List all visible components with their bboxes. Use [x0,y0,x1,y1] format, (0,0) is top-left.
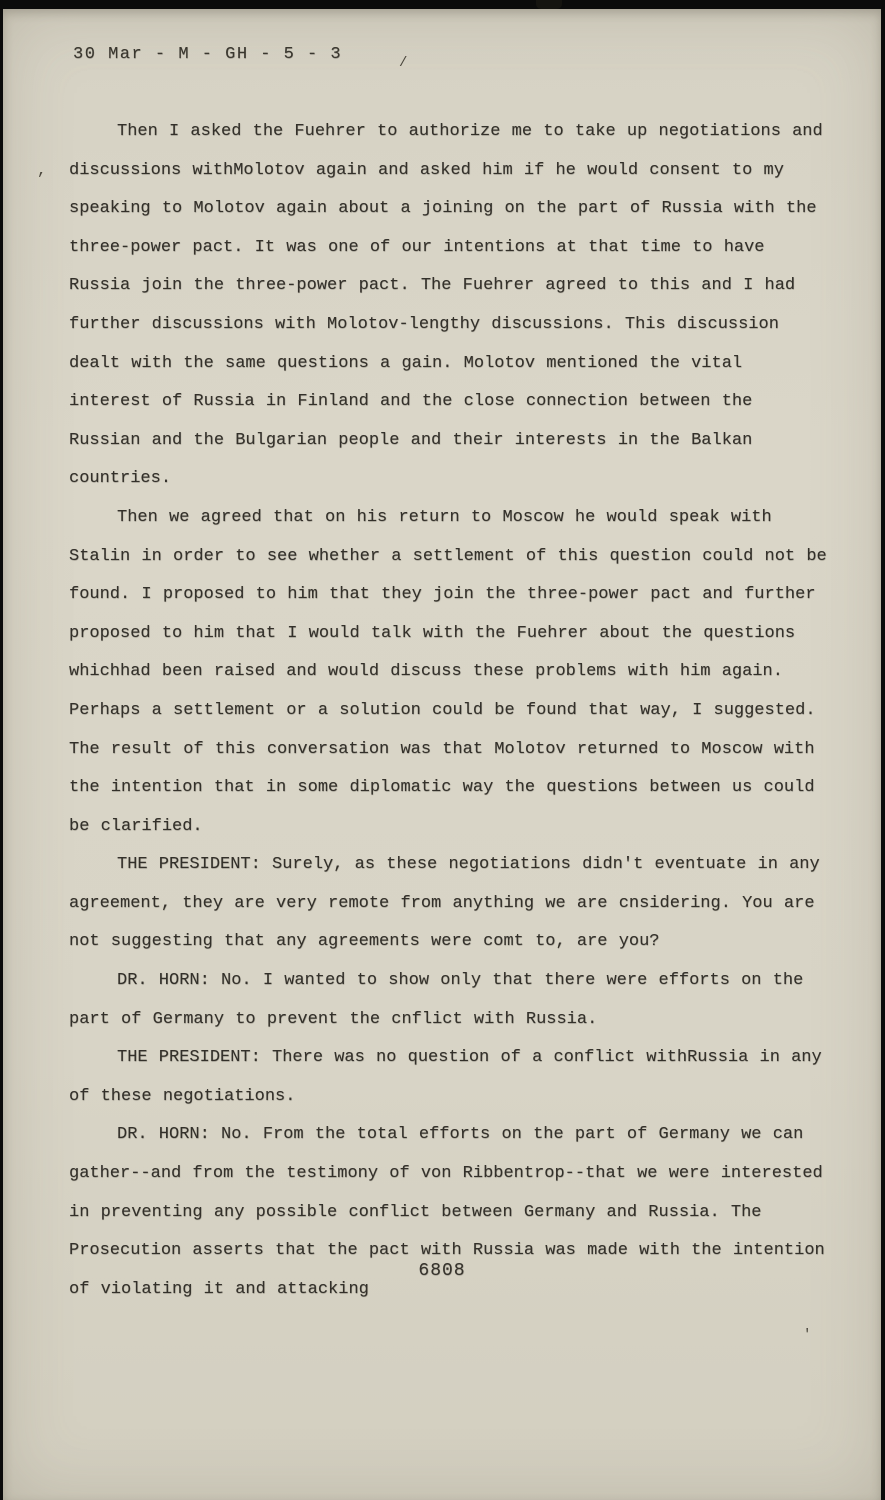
document-page [3,9,881,1500]
paragraph-testimony-2: Then we agreed that on his return to Moscow he would speak with Stalin in order to see whether a settlement of this question could not be found. I proposed to him that they join the three-power pact and further proposed to him that I would talk with the Fuehrer about the questions whichhad been raised and would discuss these problems with him again. Perhaps a settlement or a solution could be found that way, I suggested. The result of this conversation was that Molotov returned to Moscow with the intention that in some diplomatic way the questions between us could be clarified. [69,507,827,836]
document-header: 30 Mar - M - GH - 5 - 3 [73,45,343,64]
paragraph-dr-horn-1: DR. HORN: No. I wanted to show only that there were efforts on the part of Germany to prevent the cnflict with Russia. [69,971,804,1029]
paragraph-testimony-1: Then I asked the Fuehrer to authorize me to take up negotiations and discussions withMolotov again and asked him if he would consent to my speaking to Molotov again about a joining on the part of Russia with the three-power pact. It was one of our intentions at that time to have Russia join the three-power pact. The Fuehrer agreed to this and I had further discussions with Molotov-lengthy discussions. This discussion dealt with the same questions a gain. Molotov mentioned the vital interest of Russia in Finland and the close connection between the Russian and the Bulgarian people and their interests in the Balkan countries. [69,122,823,489]
scan-artifact-slash: / [399,55,408,71]
scan-edge-mark [536,0,562,9]
page-number: 6808 [418,1261,466,1281]
scan-artifact-comma: , [37,161,47,179]
document-body [69,113,827,1309]
paragraph-president-2: THE PRESIDENT: There was no question of a conflict withRussia in any of these negotiations. [69,1048,822,1106]
paragraph-president-1: THE PRESIDENT: Surely, as these negotiations didn't eventuate in any agreement, they are very remote from anything we are cnsidering. You are not suggesting that any agreements were comt to, are you? [69,855,820,952]
scan-artifact-tick: ' [803,1327,812,1343]
paragraph-dr-horn-2: DR. HORN: No. From the total efforts on the part of Germany we can gather--and from the testimony of von Ribbentrop--that we were interested in preventing any possible conflict between Germany and Russia. The Prosecution asserts that the pact with Russia was made with the intention of violating it and attacking [69,1125,825,1299]
